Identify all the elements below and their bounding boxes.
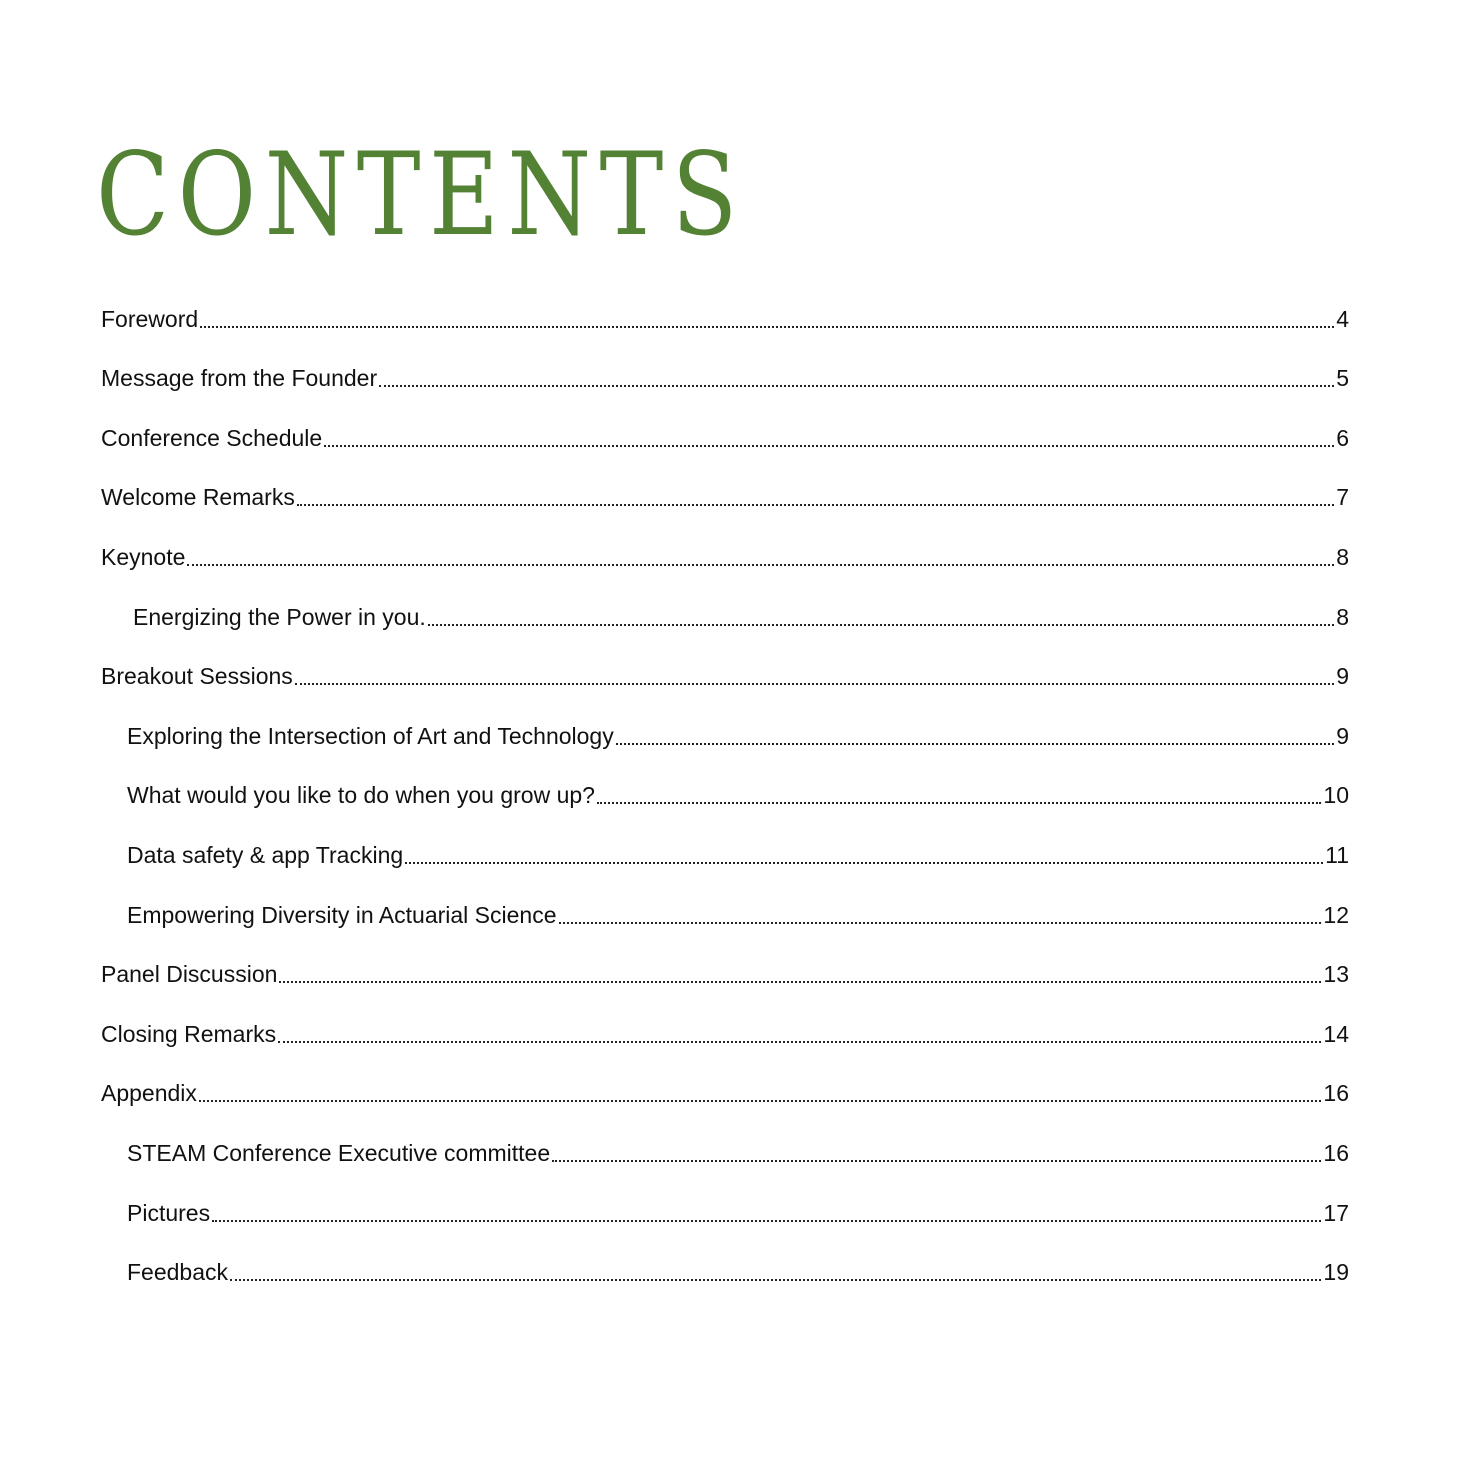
toc-page-number: 12 — [1323, 901, 1349, 928]
table-of-contents — [0, 278, 1482, 1291]
toc-entry-label: Data safety & app Tracking — [127, 841, 404, 868]
toc-dot-leader — [187, 564, 1334, 566]
toc-dot-leader — [199, 1100, 1321, 1102]
toc-entry-keynote[interactable] — [0, 516, 1482, 576]
toc-entry-closing-remarks[interactable] — [0, 993, 1482, 1053]
toc-dot-leader — [616, 743, 1334, 745]
toc-entry-grow-up[interactable] — [0, 755, 1482, 815]
toc-dot-leader — [295, 683, 1334, 685]
toc-page-number: 4 — [1336, 305, 1349, 332]
toc-entry-label: Breakout Sessions — [101, 663, 293, 690]
toc-page-number: 19 — [1323, 1259, 1349, 1286]
toc-entry-label: STEAM Conference Executive committee — [127, 1139, 551, 1166]
toc-page-number: 9 — [1336, 722, 1349, 749]
toc-entry-label: Feedback — [127, 1259, 229, 1286]
toc-page-number: 16 — [1323, 1080, 1349, 1107]
toc-dot-leader — [597, 802, 1321, 804]
toc-entry-art-and-technology[interactable] — [0, 695, 1482, 755]
toc-page-number: 11 — [1325, 841, 1349, 868]
toc-page-number: 9 — [1336, 663, 1349, 690]
toc-entry-label: Closing Remarks — [101, 1020, 277, 1047]
toc-entry-energizing-the-power[interactable] — [0, 576, 1482, 636]
toc-dot-leader — [379, 385, 1334, 387]
toc-page-number: 16 — [1323, 1139, 1349, 1166]
toc-entry-welcome-remarks[interactable] — [0, 457, 1482, 517]
toc-dot-leader — [279, 981, 1321, 983]
toc-entry-data-safety[interactable] — [0, 814, 1482, 874]
toc-entry-label: Empowering Diversity in Actuarial Science — [127, 901, 557, 928]
toc-dot-leader — [278, 1041, 1321, 1043]
toc-entry-foreword[interactable] — [0, 278, 1482, 338]
toc-entry-label: Welcome Remarks — [101, 484, 295, 511]
toc-page-number: 5 — [1336, 365, 1349, 392]
toc-dot-leader — [200, 326, 1334, 328]
toc-entry-label: Message from the Founder — [101, 365, 378, 392]
toc-entry-label: Pictures — [127, 1199, 211, 1226]
toc-entry-label: Conference Schedule — [101, 424, 323, 451]
toc-page-number: 17 — [1323, 1199, 1349, 1226]
toc-entry-breakout-sessions[interactable] — [0, 636, 1482, 696]
toc-entry-label: Panel Discussion — [101, 961, 278, 988]
toc-page-number: 8 — [1336, 603, 1349, 630]
page-title: CONTENTS — [96, 128, 746, 261]
toc-entry-label: Keynote — [101, 543, 186, 570]
toc-page-number: 6 — [1336, 424, 1349, 451]
toc-dot-leader — [230, 1279, 1321, 1281]
toc-dot-leader — [405, 862, 1323, 864]
toc-dot-leader — [559, 922, 1322, 924]
toc-dot-leader — [212, 1220, 1321, 1222]
toc-entry-label: What would you like to do when you grow up? — [127, 782, 595, 809]
toc-dot-leader — [552, 1160, 1321, 1162]
toc-entry-appendix[interactable] — [0, 1053, 1482, 1113]
toc-page-number: 14 — [1323, 1020, 1349, 1047]
toc-entry-actuarial-science[interactable] — [0, 874, 1482, 934]
toc-entry-label: Appendix — [101, 1080, 197, 1107]
toc-page-number: 8 — [1336, 543, 1349, 570]
toc-entry-executive-committee[interactable] — [0, 1112, 1482, 1172]
toc-dot-leader — [428, 624, 1334, 626]
toc-entry-pictures[interactable] — [0, 1172, 1482, 1232]
toc-page-number: 10 — [1323, 782, 1349, 809]
toc-entry-feedback[interactable] — [0, 1232, 1482, 1292]
toc-entry-label: Foreword — [101, 305, 199, 332]
toc-dot-leader — [297, 504, 1334, 506]
toc-entry-panel-discussion[interactable] — [0, 934, 1482, 994]
toc-entry-message-from-founder[interactable] — [0, 338, 1482, 398]
toc-page-number: 7 — [1336, 484, 1349, 511]
toc-entry-conference-schedule[interactable] — [0, 397, 1482, 457]
toc-dot-leader — [324, 445, 1334, 447]
toc-page-number: 13 — [1323, 961, 1349, 988]
toc-entry-label: Exploring the Intersection of Art and Technology — [127, 722, 614, 749]
toc-entry-label: Energizing the Power in you. — [133, 603, 426, 630]
